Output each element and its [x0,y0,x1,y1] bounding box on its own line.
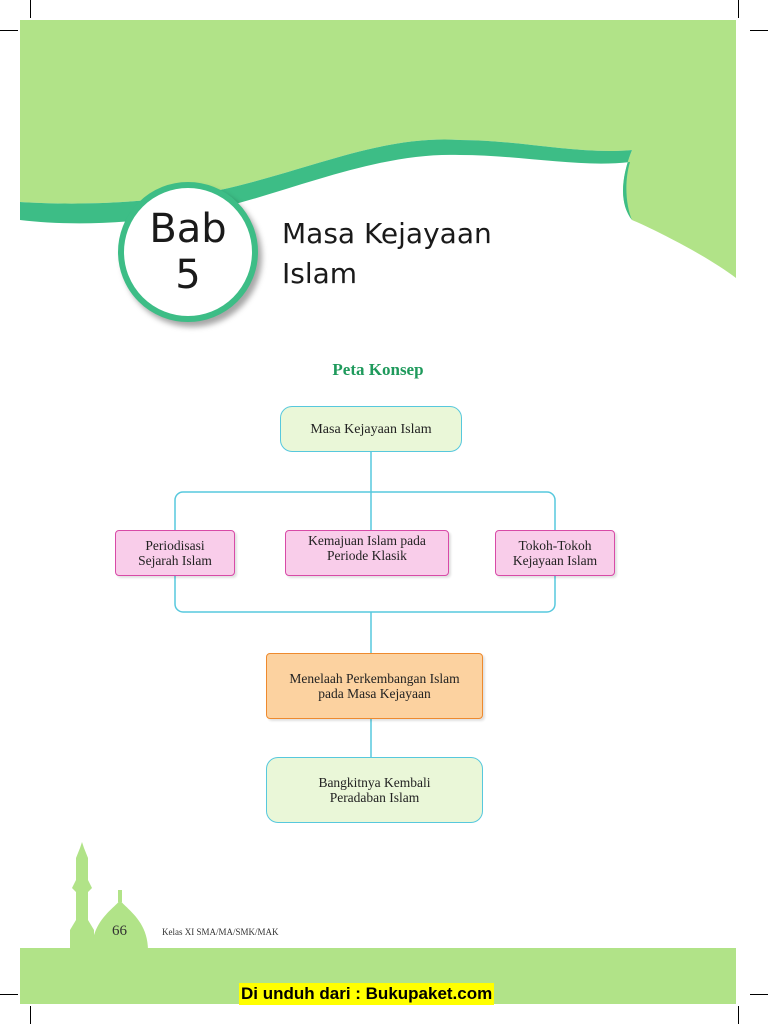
crop-mark [738,1006,739,1024]
crop-mark [738,0,739,18]
crop-mark [30,1006,31,1024]
crop-mark [0,30,18,31]
download-banner: Di unduh dari : Bukupaket.com [241,984,493,1003]
concept-branch-node: Kemajuan Islam pada Periode Klasik [285,530,449,576]
running-footer: Kelas XI SMA/MA/SMK/MAK [162,927,279,937]
crop-mark [30,0,31,18]
crop-mark [750,994,768,995]
page-number: 66 [112,923,127,939]
book-page [20,20,736,1004]
crop-mark [0,994,18,995]
mosque-silhouette [20,20,736,1004]
concept-branch-node: Periodisasi Sejarah Islam [115,530,235,576]
crop-mark [750,30,768,31]
concept-synthesis-node: Menelaah Perkembangan Islam pada Masa Kejayaan [266,653,483,719]
chapter-number: 5 [175,252,201,298]
chapter-title-line: Islam [282,257,358,290]
concept-branch-node: Tokoh-Tokoh Kejayaan Islam [495,530,615,576]
concept-map-heading: Peta Konsep [332,360,424,379]
chapter-label: Bab [149,206,227,252]
concept-outcome-node: Bangkitnya Kembali Peradaban Islam [266,757,483,823]
chapter-title-line: Masa Kejayaan [282,217,492,250]
concept-root-node: Masa Kejayaan Islam [280,406,462,452]
